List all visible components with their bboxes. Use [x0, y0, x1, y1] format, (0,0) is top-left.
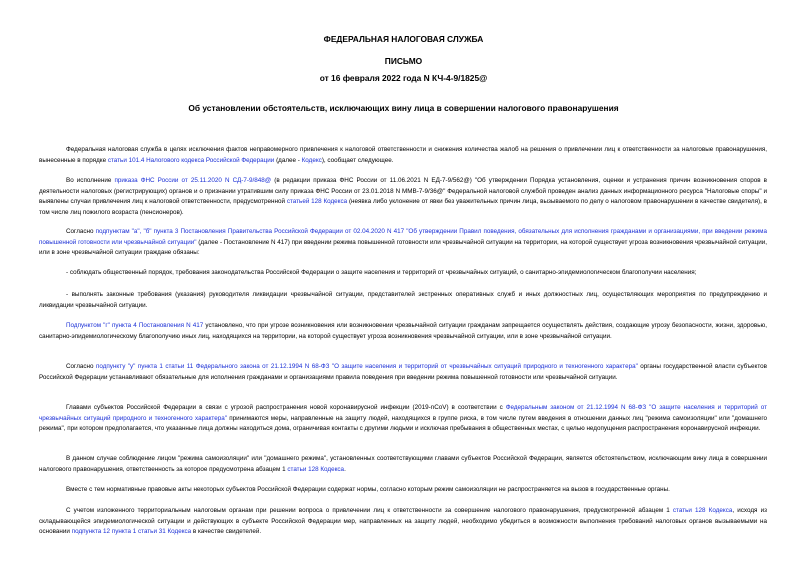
- document-link[interactable]: подпункту "у" пункта 1 статьи 11 Федерального закона от 21.12.1994 N 68-ФЗ "О защите населения и территорий от чрезвычайных ситуаций природного и техногенного характера": [95, 363, 638, 370]
- paragraph-text: Согласно: [66, 363, 96, 370]
- paragraph-text: органы государственной власти субъектов Российской Федерации устанавливают обязательные для исполнения гражданами и организациями правила поведения при введении режима повышенной готовности или чрезвычайной ситуации.: [39, 363, 767, 381]
- paragraph-text: Главами субъектов Российской Федерации в связи с угрозой распространения новой коронавирусной инфекции (2019-nCoV) в соответствии с: [66, 404, 506, 411]
- document-link[interactable]: Федеральным законом от 21.12.1994 N 68-ФЗ "О защите населения и территорий от чрезвычайных ситуаций природного и техногенного характера": [39, 404, 768, 422]
- paragraph-1: [39, 145, 767, 166]
- paragraph-text: С учетом изложенного территориальным налоговым органам при решении вопроса о привлечении лиц к ответственности за совершение налогового правонарушения, предусмотренной абзацем 1: [66, 507, 673, 514]
- paragraph-text: - соблюдать общественный порядок, требования законодательства Российской Федерации о защите населения и территорий от чрезвычайных ситуаций, о санитарно-эпидемиологическом благополучии населения;: [66, 269, 697, 276]
- paragraph-text: (далее - Постановление N 417) при введении режима повышенной готовности или чрезвычайной ситуации на территории, на которой существует угроза возникновения чрезвычайной ситуации, или в зоне чрезвычайной ситуации граждане обязаны:: [39, 238, 767, 257]
- paragraph-text: ), сообщает следующее.: [321, 156, 394, 164]
- document-link[interactable]: статьи 101.4 Налогового кодекса Российской Федерации: [107, 156, 275, 164]
- paragraph-text: (далее -: [274, 156, 302, 164]
- agency-heading: ФЕДЕРАЛЬНАЯ НАЛОГОВАЯ СЛУЖБА: [323, 34, 484, 44]
- paragraph-text: Во исполнение: [66, 177, 115, 184]
- paragraph-5: [39, 290, 767, 311]
- document-link[interactable]: Подпунктом "г" пункта 4 Постановления N 417: [66, 322, 204, 329]
- paragraph-text: , исходя из складывающейся эпидемиологической ситуации и действующих в субъекте Российской Федерации мер, направленных на защиту людей, необходимо убедиться в возможности выполнения требований налоговых органов вызываемыми на основании: [39, 507, 767, 536]
- paragraph-text: Федеральная налоговая служба в целях исключения фактов неправомерного привлечения к налоговой ответственности и снижения количества жалоб на решения о привлечении лиц к ответственности за налоговые правонарушения, вынесенные в порядке: [39, 146, 767, 164]
- document-subject: Об установлении обстоятельств, исключающих вину лица в совершении налогового правонарушения: [188, 103, 619, 113]
- document-link[interactable]: статьи 128 Кодекса: [287, 465, 345, 473]
- paragraph-text: принимаются меры, направленные на защиту людей, находящихся в группе риска, в том числе путем введения в отношении данных лиц "режима самоизоляции" или "домашнего режима", при котором предполагается, что указанные лица должны находиться дома, ограничивая контакты с другими людьми и исключая пребывания в общественных местах, с целью недопущения распространения коронавирусной инфекции.: [39, 414, 767, 433]
- document-link[interactable]: статьей 128 Кодекса: [286, 198, 348, 206]
- paragraph-text: (в редакции приказа ФНС России от 11.06.2021 N ЕД-7-9/562@) "Об утверждении Порядка установления, оценки и устранения причин возникновения споров в деятельности налоговых (регистрирующих) органов и о признании утратившим силу приказа ФНС России от 23.01.2018 N ММВ-7-9/36@" Федеральной налоговой службой проведен анализ данных информационного ресурса "Налоговые споры" и выявлены случаи привлечения лиц к налоговой ответственности, предусмотренной: [39, 177, 767, 206]
- paragraph-text: .: [344, 465, 346, 473]
- document-date-number: от 16 февраля 2022 года N КЧ-4-9/1825@: [319, 73, 488, 83]
- document-type: ПИСЬМО: [384, 56, 423, 66]
- paragraph-8: [39, 403, 767, 435]
- paragraph-9: [39, 454, 767, 475]
- paragraph-text: В данном случае соблюдение лицом "режима самоизоляции" или "домашнего режима", установленных соответствующими главами субъектов Российской Федерации, является обстоятельством, исключающим вину лица в совершении налогового правонарушения, ответственность за которое предусмотрена абзацем 1: [39, 455, 767, 473]
- paragraph-text: Вместе с тем нормативные правовые акты некоторых субъектов Российской Федерации содержат нормы, согласно которым режим самоизоляции не распространяется на вызов в государственные органы.: [66, 486, 670, 493]
- paragraph-4: [39, 268, 767, 279]
- paragraph-text: в качестве свидетелей.: [191, 528, 262, 536]
- paragraph-2: [39, 176, 767, 218]
- document-link[interactable]: подпунктам "а", "б" пункта 3 Постановления Правительства Российской Федерации от 02.04.2020 N 417 "Об утверждении Правил поведения, обязательных для исполнения гражданами и организациями, при введении режима повышенной готовности или чрезвычайной ситуации": [39, 228, 768, 246]
- paragraph-text: установлено, что при угрозе возникновения или возникновении чрезвычайной ситуации гражданам запрещается осуществлять действия, создающие угрозу безопасности, жизни, здоровью, санитарно-эпидемиологическому благополучию иных лиц, находящихся на территории, на которой существует угроза возникновения чрезвычайной ситуации, или в зоне чрезвычайной ситуации.: [39, 322, 767, 340]
- paragraph-text: Согласно: [66, 228, 96, 235]
- paragraph-11: [39, 506, 767, 538]
- paragraph-text: (неявка либо уклонение от явки без уважительных причин лица, вызываемого по делу о налоговом правонарушении в качестве свидетеля), в том числе лиц пожилого возраста (пенсионеров).: [39, 198, 767, 216]
- paragraph-7: [39, 362, 767, 383]
- document-link[interactable]: приказа ФНС России от 25.11.2020 N СД-7-9/848@: [114, 177, 272, 184]
- paragraph-3: [39, 227, 767, 259]
- document-link[interactable]: подпункта 12 пункта 1 статьи 31 Кодекса: [71, 528, 192, 536]
- paragraph-10: [39, 485, 767, 496]
- paragraph-text: - выполнять законные требования (указания) руководителя ликвидации чрезвычайной ситуации, представителей экстренных оперативных служб и иных должностных лиц, осуществляющих мероприятия по предупреждению и ликвидации чрезвычайной ситуации.: [39, 291, 767, 309]
- paragraph-6: [39, 321, 767, 342]
- document-link[interactable]: статьи 128 Кодекса: [672, 507, 733, 514]
- document-link[interactable]: Кодекс: [301, 156, 322, 164]
